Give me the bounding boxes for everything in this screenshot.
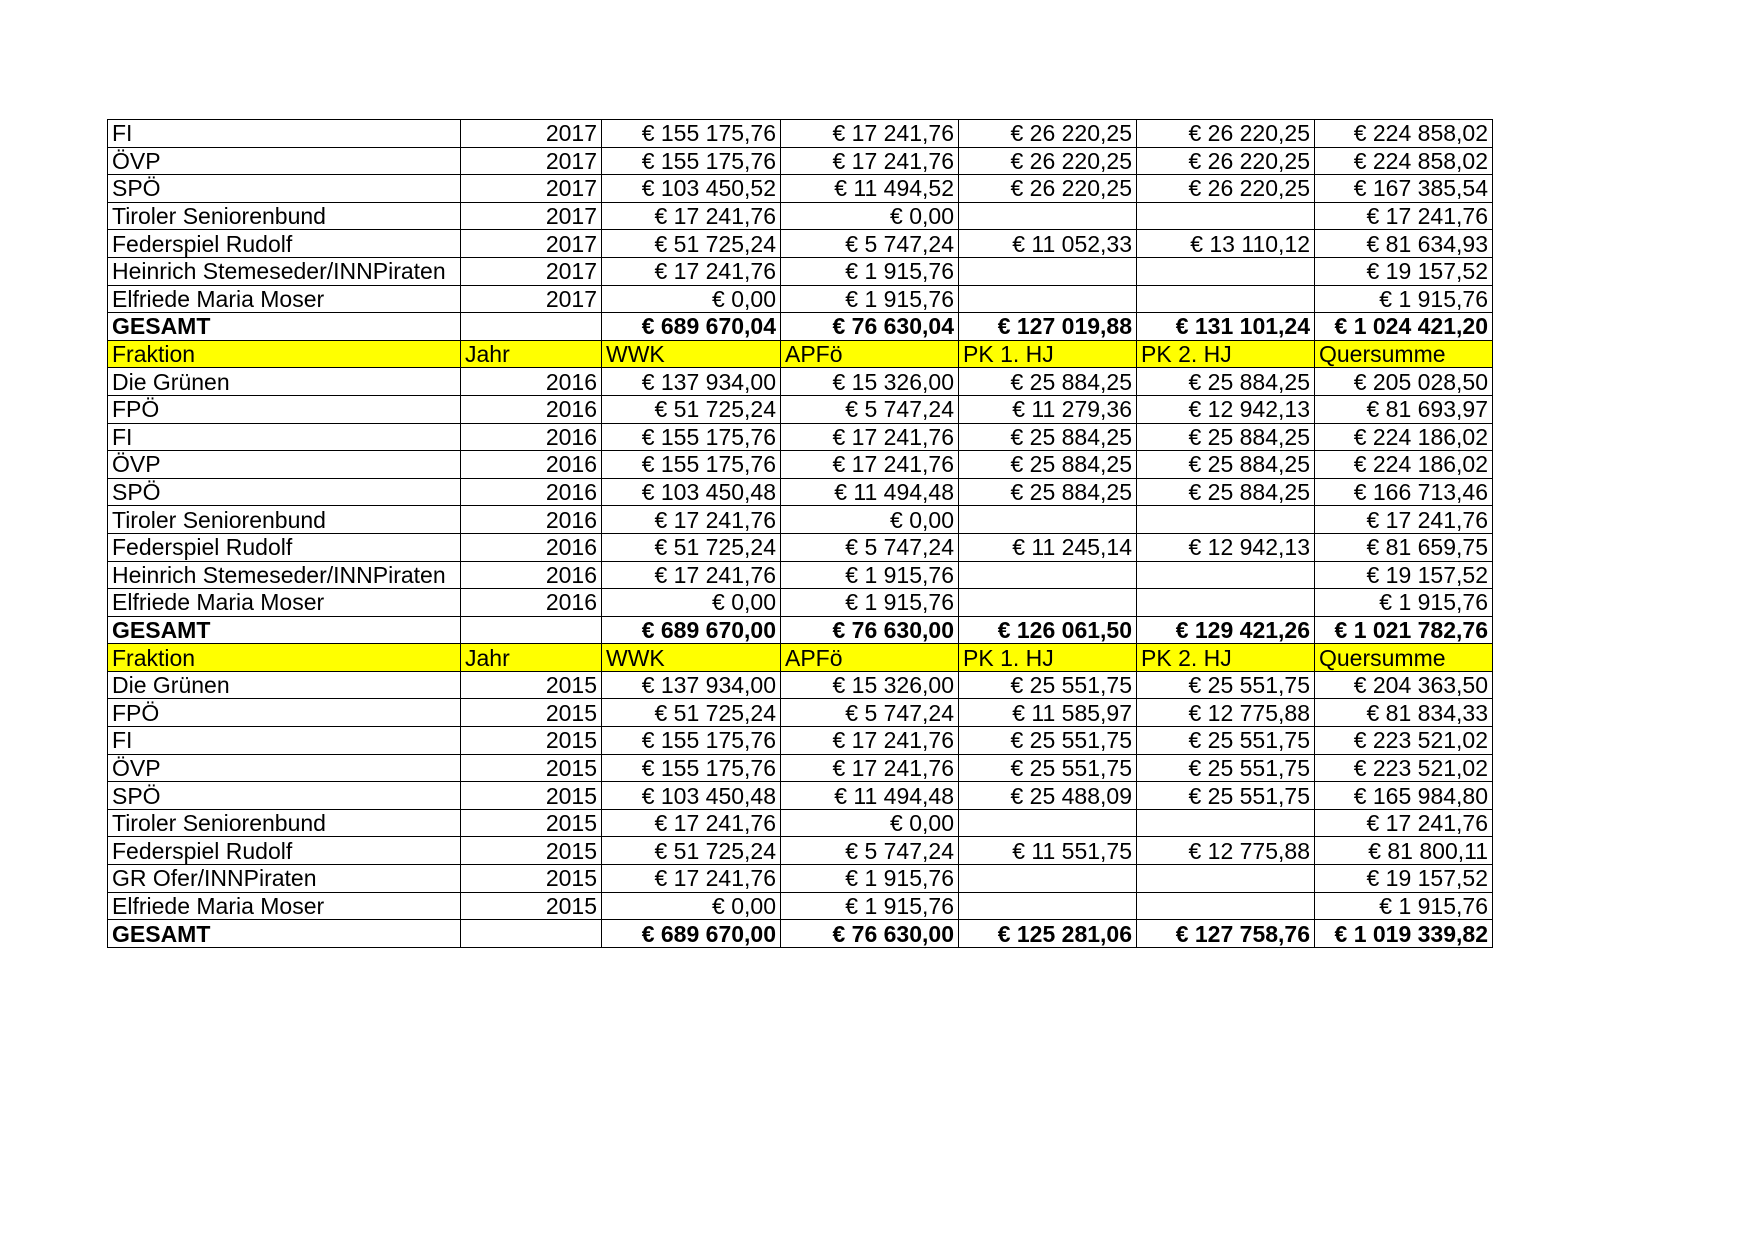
table-row [108,147,1493,175]
cell-pk-2-hj: € 12 942,13 [1137,395,1315,423]
cell-jahr: 2016 [461,368,602,396]
cell-pk-1-hj: € 11 052,33 [959,230,1137,258]
cell-fraktion: Federspiel Rudolf [108,837,461,865]
cell-quersumme: € 1 021 782,76 [1315,616,1493,644]
cell-apfoe: € 5 747,24 [781,395,959,423]
cell-apfoe: € 17 241,76 [781,727,959,755]
header-cell-pk-1-hj: PK 1. HJ [959,644,1137,672]
cell-pk-2-hj: € 25 551,75 [1137,782,1315,810]
header-cell-pk-1-hj: PK 1. HJ [959,340,1137,368]
cell-pk-2-hj [1137,202,1315,230]
cell-jahr: 2016 [461,589,602,617]
cell-jahr: 2016 [461,533,602,561]
cell-wwk: € 17 241,76 [602,809,781,837]
cell-jahr: 2015 [461,671,602,699]
cell-wwk: € 51 725,24 [602,837,781,865]
cell-quersumme: € 17 241,76 [1315,506,1493,534]
cell-pk-2-hj: € 129 421,26 [1137,616,1315,644]
cell-pk-1-hj: € 11 245,14 [959,533,1137,561]
table-row [108,699,1493,727]
cell-wwk: € 51 725,24 [602,395,781,423]
cell-jahr: 2015 [461,754,602,782]
cell-fraktion: Tiroler Seniorenbund [108,809,461,837]
cell-wwk: € 137 934,00 [602,368,781,396]
table-row [108,754,1493,782]
cell-apfoe: € 5 747,24 [781,699,959,727]
cell-apfoe: € 0,00 [781,506,959,534]
header-cell-fraktion: Fraktion [108,340,461,368]
cell-apfoe: € 1 915,76 [781,865,959,893]
cell-fraktion: Heinrich Stemeseder/INNPiraten [108,561,461,589]
cell-fraktion: GR Ofer/INNPiraten [108,865,461,893]
header-cell-wwk: WWK [602,644,781,672]
cell-pk-2-hj: € 13 110,12 [1137,230,1315,258]
cell-fraktion: SPÖ [108,478,461,506]
cell-wwk: € 155 175,76 [602,423,781,451]
cell-fraktion: Heinrich Stemeseder/INNPiraten [108,257,461,285]
cell-wwk: € 17 241,76 [602,506,781,534]
cell-fraktion: GESAMT [108,616,461,644]
cell-jahr: 2017 [461,120,602,148]
cell-jahr: 2015 [461,892,602,920]
cell-pk-1-hj: € 125 281,06 [959,920,1137,948]
cell-apfoe: € 15 326,00 [781,671,959,699]
cell-quersumme: € 1 024 421,20 [1315,313,1493,341]
cell-quersumme: € 81 693,97 [1315,395,1493,423]
cell-fraktion: Elfriede Maria Moser [108,589,461,617]
cell-pk-1-hj [959,892,1137,920]
cell-pk-1-hj: € 25 884,25 [959,368,1137,396]
header-cell-fraktion: Fraktion [108,644,461,672]
cell-apfoe: € 11 494,52 [781,175,959,203]
cell-pk-2-hj: € 12 942,13 [1137,533,1315,561]
cell-pk-1-hj: € 25 551,75 [959,754,1137,782]
cell-pk-1-hj: € 11 279,36 [959,395,1137,423]
cell-wwk: € 689 670,00 [602,920,781,948]
cell-pk-1-hj [959,589,1137,617]
cell-fraktion: SPÖ [108,782,461,810]
cell-quersumme: € 224 858,02 [1315,120,1493,148]
table-row [108,230,1493,258]
header-cell-jahr: Jahr [461,644,602,672]
cell-apfoe: € 76 630,04 [781,313,959,341]
cell-pk-1-hj [959,257,1137,285]
cell-pk-2-hj [1137,506,1315,534]
cell-pk-2-hj: € 25 551,75 [1137,727,1315,755]
cell-apfoe: € 15 326,00 [781,368,959,396]
table-row [108,395,1493,423]
cell-jahr: 2017 [461,257,602,285]
cell-fraktion: Tiroler Seniorenbund [108,506,461,534]
cell-quersumme: € 167 385,54 [1315,175,1493,203]
cell-apfoe: € 1 915,76 [781,589,959,617]
cell-pk-1-hj: € 25 551,75 [959,727,1137,755]
cell-pk-1-hj: € 26 220,25 [959,175,1137,203]
cell-fraktion: GESAMT [108,920,461,948]
table-row [108,257,1493,285]
header-cell-quersumme: Quersumme [1315,340,1493,368]
cell-pk-2-hj [1137,589,1315,617]
cell-pk-2-hj: € 12 775,88 [1137,837,1315,865]
cell-fraktion: FI [108,727,461,755]
cell-quersumme: € 19 157,52 [1315,257,1493,285]
cell-quersumme: € 19 157,52 [1315,865,1493,893]
cell-apfoe: € 76 630,00 [781,920,959,948]
cell-pk-1-hj: € 11 551,75 [959,837,1137,865]
cell-wwk: € 103 450,48 [602,782,781,810]
header-cell-jahr: Jahr [461,340,602,368]
cell-apfoe: € 1 915,76 [781,892,959,920]
cell-jahr [461,616,602,644]
cell-quersumme: € 224 186,02 [1315,451,1493,479]
total-row [108,920,1493,948]
cell-pk-1-hj: € 126 061,50 [959,616,1137,644]
table-row [108,589,1493,617]
cell-quersumme: € 223 521,02 [1315,754,1493,782]
cell-jahr: 2016 [461,423,602,451]
cell-apfoe: € 76 630,00 [781,616,959,644]
cell-apfoe: € 0,00 [781,809,959,837]
table-row [108,671,1493,699]
cell-jahr: 2017 [461,202,602,230]
table-row [108,175,1493,203]
cell-jahr: 2015 [461,782,602,810]
cell-fraktion: Die Grünen [108,671,461,699]
cell-wwk: € 0,00 [602,589,781,617]
cell-wwk: € 155 175,76 [602,727,781,755]
table-row [108,423,1493,451]
cell-wwk: € 155 175,76 [602,120,781,148]
cell-pk-1-hj: € 25 884,25 [959,451,1137,479]
cell-quersumme: € 17 241,76 [1315,202,1493,230]
cell-pk-1-hj: € 25 488,09 [959,782,1137,810]
header-cell-pk-2-hj: PK 2. HJ [1137,340,1315,368]
cell-wwk: € 0,00 [602,285,781,313]
cell-pk-2-hj: € 25 884,25 [1137,368,1315,396]
cell-pk-2-hj: € 25 884,25 [1137,478,1315,506]
cell-pk-1-hj [959,285,1137,313]
cell-apfoe: € 17 241,76 [781,120,959,148]
cell-jahr: 2015 [461,809,602,837]
cell-wwk: € 103 450,48 [602,478,781,506]
cell-fraktion: Die Grünen [108,368,461,396]
cell-quersumme: € 1 915,76 [1315,589,1493,617]
header-cell-quersumme: Quersumme [1315,644,1493,672]
cell-quersumme: € 166 713,46 [1315,478,1493,506]
table-body [108,120,1493,948]
cell-pk-1-hj [959,506,1137,534]
table-row [108,782,1493,810]
cell-quersumme: € 1 915,76 [1315,285,1493,313]
cell-jahr [461,920,602,948]
cell-fraktion: Tiroler Seniorenbund [108,202,461,230]
cell-quersumme: € 165 984,80 [1315,782,1493,810]
cell-fraktion: Federspiel Rudolf [108,230,461,258]
cell-wwk: € 17 241,76 [602,865,781,893]
total-row [108,616,1493,644]
cell-pk-2-hj: € 26 220,25 [1137,147,1315,175]
table-row [108,892,1493,920]
cell-quersumme: € 1 915,76 [1315,892,1493,920]
cell-fraktion: FI [108,120,461,148]
cell-jahr: 2015 [461,727,602,755]
cell-apfoe: € 17 241,76 [781,754,959,782]
cell-jahr: 2015 [461,699,602,727]
cell-wwk: € 17 241,76 [602,561,781,589]
cell-jahr: 2017 [461,230,602,258]
cell-apfoe: € 11 494,48 [781,478,959,506]
cell-wwk: € 137 934,00 [602,671,781,699]
cell-pk-2-hj [1137,809,1315,837]
header-row [108,340,1493,368]
cell-wwk: € 155 175,76 [602,147,781,175]
table-row [108,451,1493,479]
cell-wwk: € 17 241,76 [602,202,781,230]
cell-apfoe: € 5 747,24 [781,230,959,258]
cell-apfoe: € 17 241,76 [781,147,959,175]
cell-wwk: € 51 725,24 [602,699,781,727]
cell-wwk: € 51 725,24 [602,533,781,561]
cell-pk-1-hj [959,809,1137,837]
cell-jahr: 2015 [461,837,602,865]
cell-pk-1-hj: € 26 220,25 [959,120,1137,148]
cell-jahr: 2016 [461,395,602,423]
cell-fraktion: ÖVP [108,147,461,175]
cell-pk-1-hj: € 25 551,75 [959,671,1137,699]
cell-quersumme: € 224 858,02 [1315,147,1493,175]
cell-quersumme: € 81 834,33 [1315,699,1493,727]
cell-quersumme: € 81 634,93 [1315,230,1493,258]
cell-jahr: 2016 [461,506,602,534]
cell-apfoe: € 17 241,76 [781,423,959,451]
cell-jahr: 2017 [461,285,602,313]
cell-pk-2-hj [1137,285,1315,313]
cell-quersumme: € 1 019 339,82 [1315,920,1493,948]
cell-fraktion: Federspiel Rudolf [108,533,461,561]
cell-quersumme: € 204 363,50 [1315,671,1493,699]
cell-pk-1-hj: € 11 585,97 [959,699,1137,727]
cell-fraktion: FPÖ [108,699,461,727]
cell-quersumme: € 81 800,11 [1315,837,1493,865]
cell-pk-1-hj: € 26 220,25 [959,147,1137,175]
cell-pk-2-hj: € 25 884,25 [1137,423,1315,451]
cell-pk-2-hj: € 25 551,75 [1137,754,1315,782]
table-row [108,506,1493,534]
cell-pk-1-hj [959,865,1137,893]
total-row [108,313,1493,341]
header-cell-pk-2-hj: PK 2. HJ [1137,644,1315,672]
cell-pk-1-hj [959,202,1137,230]
table-row [108,809,1493,837]
table-row [108,533,1493,561]
header-row [108,644,1493,672]
cell-apfoe: € 5 747,24 [781,837,959,865]
cell-pk-2-hj [1137,865,1315,893]
cell-fraktion: SPÖ [108,175,461,203]
cell-apfoe: € 1 915,76 [781,285,959,313]
cell-jahr: 2017 [461,175,602,203]
cell-pk-2-hj [1137,561,1315,589]
cell-pk-1-hj [959,561,1137,589]
cell-wwk: € 103 450,52 [602,175,781,203]
cell-jahr: 2017 [461,147,602,175]
table-row [108,561,1493,589]
cell-quersumme: € 223 521,02 [1315,727,1493,755]
cell-fraktion: Elfriede Maria Moser [108,285,461,313]
table-row [108,202,1493,230]
cell-fraktion: FI [108,423,461,451]
cell-wwk: € 0,00 [602,892,781,920]
cell-quersumme: € 19 157,52 [1315,561,1493,589]
cell-quersumme: € 205 028,50 [1315,368,1493,396]
cell-fraktion: GESAMT [108,313,461,341]
header-cell-wwk: WWK [602,340,781,368]
cell-quersumme: € 17 241,76 [1315,809,1493,837]
cell-wwk: € 155 175,76 [602,754,781,782]
header-cell-apfoe: APFö [781,340,959,368]
cell-pk-2-hj: € 25 551,75 [1137,671,1315,699]
cell-wwk: € 689 670,04 [602,313,781,341]
cell-pk-1-hj: € 127 019,88 [959,313,1137,341]
cell-fraktion: ÖVP [108,451,461,479]
cell-pk-2-hj: € 26 220,25 [1137,120,1315,148]
cell-apfoe: € 11 494,48 [781,782,959,810]
cell-pk-2-hj: € 131 101,24 [1137,313,1315,341]
cell-jahr: 2016 [461,561,602,589]
cell-fraktion: FPÖ [108,395,461,423]
header-cell-apfoe: APFö [781,644,959,672]
cell-fraktion: Elfriede Maria Moser [108,892,461,920]
cell-quersumme: € 81 659,75 [1315,533,1493,561]
table-row [108,865,1493,893]
cell-apfoe: € 5 747,24 [781,533,959,561]
table-row [108,285,1493,313]
cell-pk-2-hj: € 25 884,25 [1137,451,1315,479]
cell-apfoe: € 1 915,76 [781,257,959,285]
cell-wwk: € 155 175,76 [602,451,781,479]
table-row [108,368,1493,396]
cell-pk-1-hj: € 25 884,25 [959,423,1137,451]
cell-wwk: € 51 725,24 [602,230,781,258]
cell-jahr [461,313,602,341]
cell-fraktion: ÖVP [108,754,461,782]
cell-pk-2-hj: € 12 775,88 [1137,699,1315,727]
cell-apfoe: € 17 241,76 [781,451,959,479]
cell-pk-2-hj: € 26 220,25 [1137,175,1315,203]
cell-pk-2-hj [1137,892,1315,920]
faction-funding-table [107,119,1493,948]
cell-wwk: € 17 241,76 [602,257,781,285]
table-row [108,727,1493,755]
cell-apfoe: € 1 915,76 [781,561,959,589]
cell-jahr: 2015 [461,865,602,893]
table-row [108,120,1493,148]
cell-jahr: 2016 [461,478,602,506]
cell-jahr: 2016 [461,451,602,479]
cell-pk-1-hj: € 25 884,25 [959,478,1137,506]
table-row [108,837,1493,865]
table-row [108,478,1493,506]
cell-apfoe: € 0,00 [781,202,959,230]
cell-wwk: € 689 670,00 [602,616,781,644]
cell-quersumme: € 224 186,02 [1315,423,1493,451]
cell-pk-2-hj [1137,257,1315,285]
cell-pk-2-hj: € 127 758,76 [1137,920,1315,948]
